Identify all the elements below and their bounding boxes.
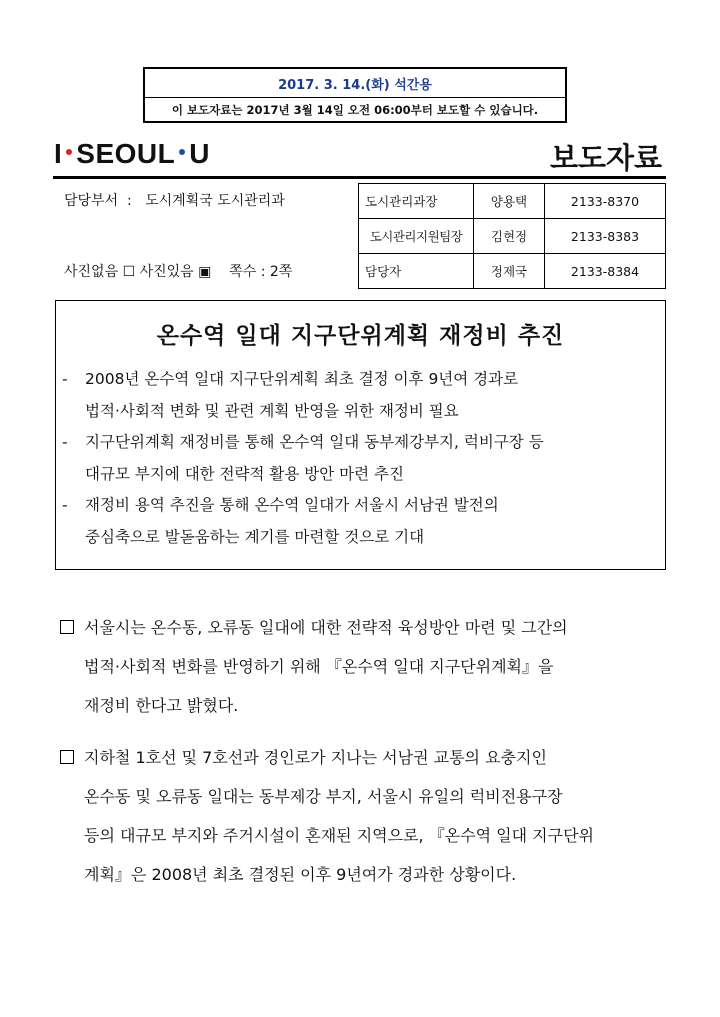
body-paragraph: 서울시는 온수동, 오류동 일대에 대한 전략적 육성방안 마련 및 그간의 법적·사회적 변화를 반영하기 위해 『온수역 일대 지구단위계획』을 재정비 한다고 밝혔다. bbox=[60, 608, 670, 725]
department-label: 담당부서 bbox=[64, 193, 119, 209]
contact-role: 담당자 bbox=[359, 254, 474, 289]
checkbox-empty-icon: ☐ bbox=[122, 264, 140, 280]
contact-name: 정제국 bbox=[474, 254, 545, 289]
i-seoul-u-logo bbox=[54, 138, 210, 170]
document-type: 보도자료 bbox=[549, 141, 662, 175]
summary-list bbox=[56, 364, 665, 553]
contact-phone: 2133-8370 bbox=[545, 184, 666, 219]
logo-seoul: SEOUL bbox=[76, 138, 176, 169]
release-date-box bbox=[143, 67, 567, 123]
contacts-table bbox=[358, 183, 666, 289]
table-row bbox=[359, 254, 666, 289]
header-rule bbox=[53, 176, 666, 179]
logo-dot-blue bbox=[179, 149, 185, 155]
checkbox-filled-icon: ▣ bbox=[198, 264, 216, 280]
logo-dot-red bbox=[66, 149, 72, 155]
contact-name: 양용택 bbox=[474, 184, 545, 219]
department: 담당부서 : 도시계획국 도시관리과 bbox=[64, 193, 285, 209]
table-row bbox=[359, 184, 666, 219]
logo-u: U bbox=[189, 138, 210, 169]
contact-phone: 2133-8384 bbox=[545, 254, 666, 289]
body-paragraph: 지하철 1호선 및 7호선과 경인로가 지나는 서남권 교통의 요충지인 온수동 및 오류동 일대는 동부제강 부지, 서울시 유일의 럭비전용구장 등의 대규모 부지와 주거시설이 혼재된 지역으로, 『온수역 일대 지구단위 계획』은 2008년 최초 결정된 이후 9년여가 경과한 상황이다. bbox=[60, 738, 670, 894]
summary-box bbox=[55, 300, 666, 570]
square-bullet-icon bbox=[60, 620, 74, 634]
contact-role: 도시관리과장 bbox=[359, 184, 474, 219]
headline: 온수역 일대 지구단위계획 재정비 추진 bbox=[156, 323, 565, 349]
list-item: - 지구단위계획 재정비를 통해 온수역 일대 동부제강부지, 럭비구장 등 대규모 부지에 대한 전략적 활용 방안 마련 추진 bbox=[62, 433, 544, 483]
photo-none-label: 사진없음 bbox=[64, 264, 119, 280]
contact-role: 도시관리지원팀장 bbox=[359, 219, 474, 254]
list-item: - 재정비 용역 추진을 통해 온수역 일대가 서울시 서남권 발전의 중심축으로 발돋움하는 계기를 마련할 것으로 기대 bbox=[62, 496, 499, 546]
logo-i: I bbox=[54, 138, 63, 169]
table-row bbox=[359, 219, 666, 254]
pages-label: 쪽수 bbox=[229, 264, 257, 280]
department-value: 도시계획국 도시관리과 bbox=[145, 193, 285, 209]
list-item: - 2008년 온수역 일대 지구단위계획 최초 결정 이후 9년여 경과로 법적·사회적 변화 및 관련 계획 반영을 위한 재정비 필요 bbox=[62, 370, 519, 420]
contact-name: 김현정 bbox=[474, 219, 545, 254]
contact-phone: 2133-8383 bbox=[545, 219, 666, 254]
pages-value: 2쪽 bbox=[269, 264, 293, 280]
release-date: 2017. 3. 14.(화) 석간용 bbox=[145, 69, 565, 98]
square-bullet-icon bbox=[60, 750, 74, 764]
photo-yes-label: 사진있음 bbox=[139, 264, 194, 280]
embargo-notice: 이 보도자료는 2017년 3월 14일 오전 06:00부터 보도할 수 있습니다. bbox=[171, 103, 539, 117]
photo-info: 사진없음 ☐ 사진있음 ▣ 쪽수 : 2쪽 bbox=[64, 264, 293, 280]
